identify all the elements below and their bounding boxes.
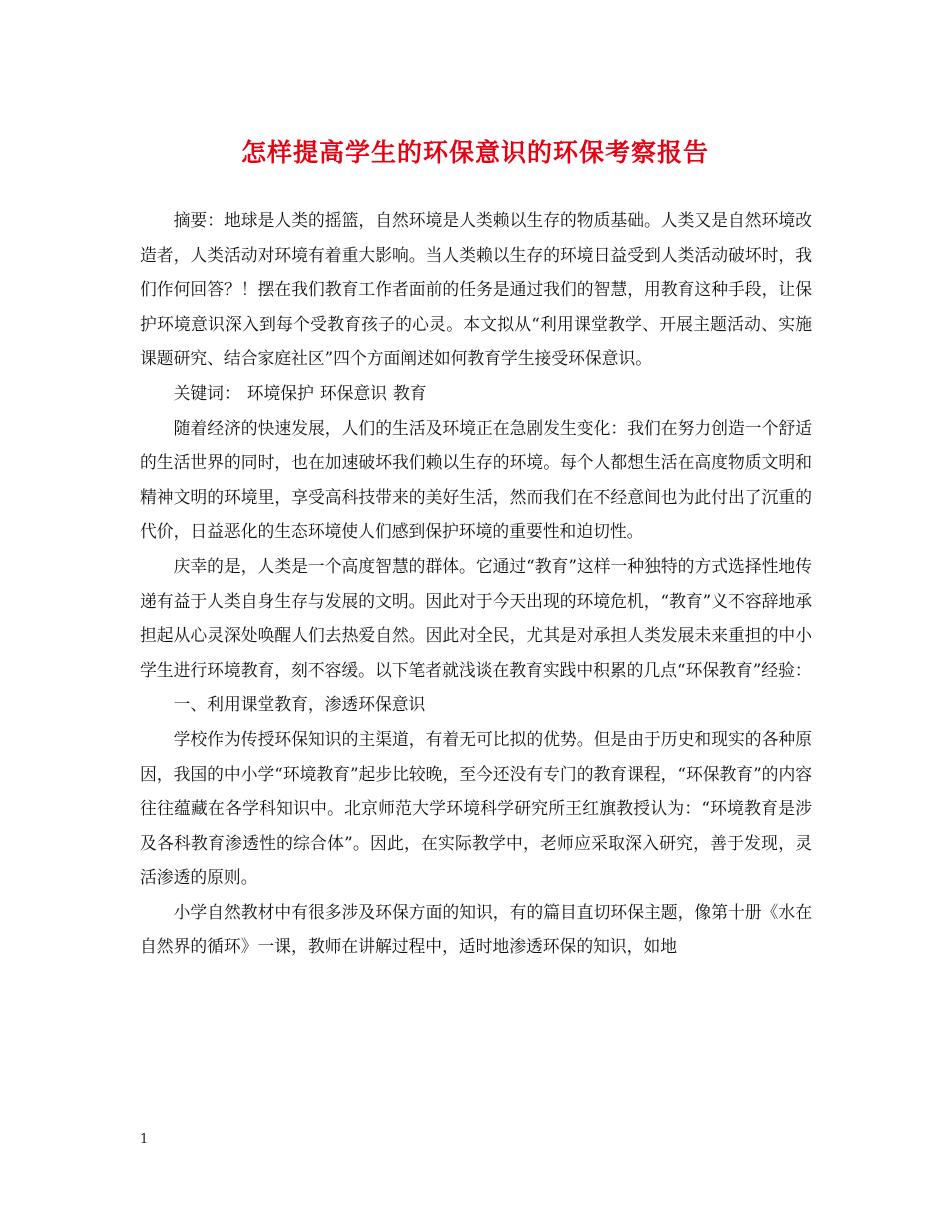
keyword-item: 教育 xyxy=(393,382,427,403)
body-paragraph: 学校作为传授环保知识的主渠道，有着无可比拟的优势。但是由于历史和现实的各种原因，我国的中小学“环境教育”起步比较晚，至今还没有专门的教育课程，“环保教育”的内容往往蕴藏在各学科知识中。北京师范大学环境科学研究所王红旗教授认为：“环境教育是涉及各科教育渗透性的综合体”。因此，在实际教学中，老师应采取深入研究，善于发现，灵活渗透的原则。 xyxy=(140,728,813,888)
keywords-line xyxy=(140,376,812,411)
keyword-item: 环境保护 xyxy=(246,382,314,403)
document-title: 怎样提高学生的环保意识的环保考察报告 xyxy=(240,138,709,167)
abstract-paragraph: 摘要：地球是人类的摇篮，自然环境是人类赖以生存的物质基础。人类又是自然环境改造者，人类活动对环境有着重大影响。当人类赖以生存的环境日益受到人类活动破坏时，我们作何回答？！摆在我们教育工作者面前的任务是通过我们的智慧，用教育这种手段，让保护环境意识深入到每个受教育孩子的心灵。本文拟从“利用课堂教学、开展主题活动、实施课题研究、结合家庭社区”四个方面阐述如何教育学生接受环保意识。 xyxy=(140,210,812,369)
keyword-item: 环保意识 xyxy=(319,382,388,403)
body-paragraph: 小学自然教材中有很多涉及环保方面的知识，有的篇目直切环保主题，像第十册《水在自然界的循环》一课，教师在讲解过程中，适时地渗透环保的知识，如地 xyxy=(140,901,812,957)
document-body xyxy=(140,203,812,964)
body-paragraph: 庆幸的是，人类是一个高度智慧的群体。它通过“教育”这样一种独特的方式选择性地传递有益于人类自身生存与发展的文明。因此对于今天出现的环境危机，“教育”义不容辞地承担起从心灵深处唤醒人们去热爱自然。因此对全民，尤其是对承担人类发展未来重担的中小学生进行环境教育，刻不容缓。以下笔者就浅谈在教育实践中积累的几点“环保教育”经验： xyxy=(140,555,812,680)
keywords-label: 关键词： xyxy=(173,382,241,403)
body-paragraph: 随着经济的快速发展，人们的生活及环境正在急剧发生变化：我们在努力创造一个舒适的生活世界的同时，也在加速破坏我们赖以生存的环境。每个人都想生活在高度物质文明和精神文明的环境里，享受高科技带来的美好生活，然而我们在不经意间也为此付出了沉重的代价，日益恶化的生态环境使人们感到保护环境的重要性和迫切性。 xyxy=(140,417,812,542)
section-heading: 一、利用课堂教育，渗透环保意识 xyxy=(173,694,426,715)
page-number: 1 xyxy=(140,1132,149,1147)
